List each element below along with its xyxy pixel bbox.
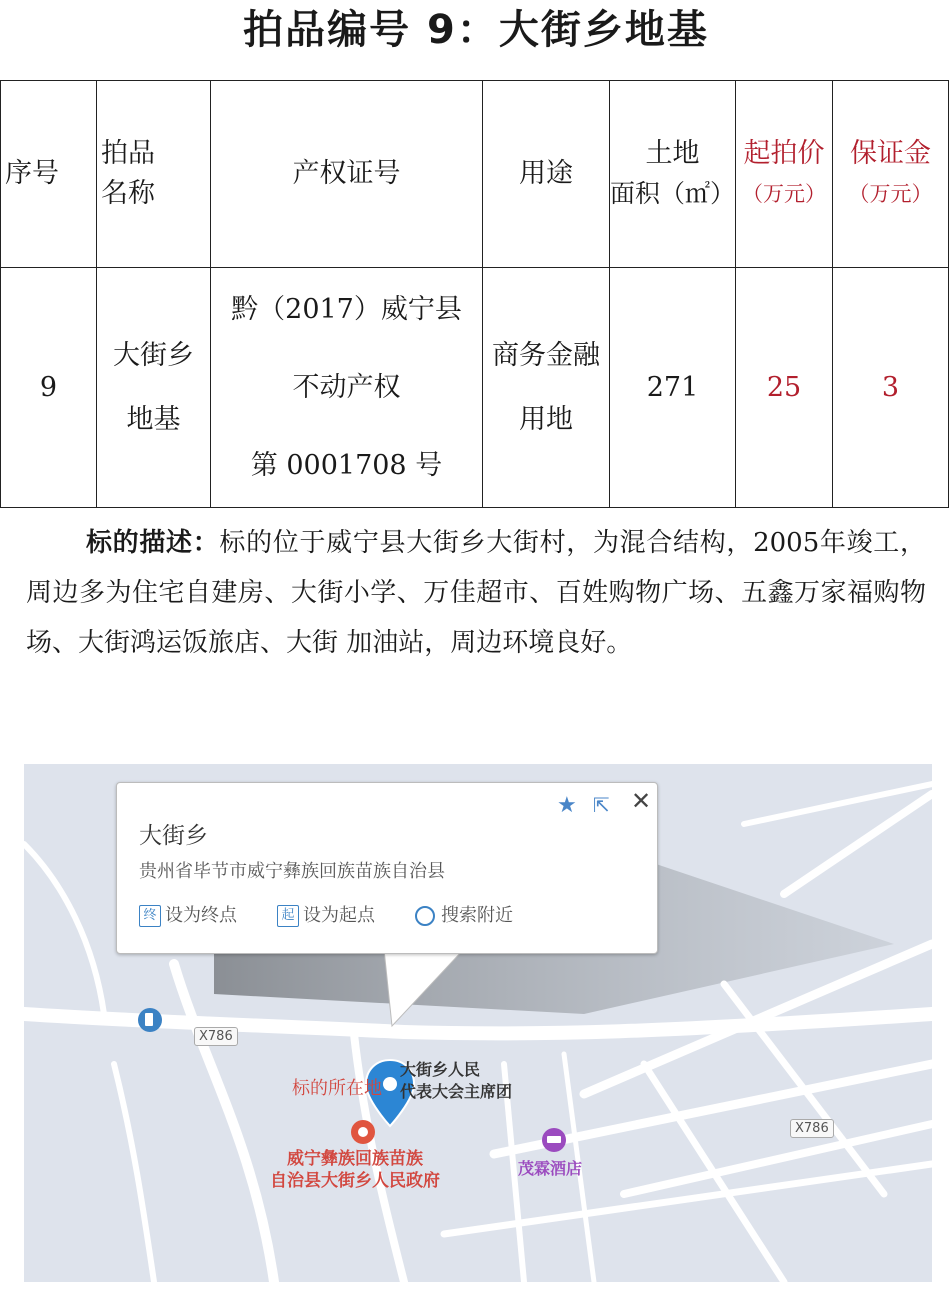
share-icon[interactable]: ⇱ [593,793,610,817]
table-row [1,268,949,508]
header-start-price: 起拍价 （万元） [736,81,833,268]
origin-icon: 起 [277,905,299,927]
poi-congress-label[interactable]: 大街乡人民 代表大会主席团 [400,1060,513,1101]
target-location-label: 标的所在地 [292,1078,382,1099]
cell-name: 大街乡 地基 [97,268,211,508]
destination-icon: 终 [139,905,161,927]
cell-start-price: 25 [736,268,833,508]
cell-use: 商务金融 用地 [483,268,610,508]
poi-government-label[interactable]: 威宁彝族回族苗族 自治县大街乡人民政府 [270,1149,440,1191]
set-destination-button[interactable]: 终 设为终点 [139,901,237,927]
cell-seq: 9 [1,268,97,508]
header-use: 用途 [483,81,610,268]
popup-address: 贵州省毕节市威宁彝族回族苗族自治县 [139,861,445,882]
star-icon[interactable]: ★ [557,793,577,818]
cell-deposit: 3 [833,268,949,508]
cell-cert: 黔（2017）威宁县 不动产权 第 0001708 号 [211,268,483,508]
header-area: 土地 面积（㎡） [610,81,736,268]
description-text: 标的位于威宁县大街乡大街村，为混合结构，2005年竣工，周边多为住宅自建房、大街小学、万佳超市、百姓购物广场、五鑫万家福购物场、大街鸿运饭旅店、大街 加油站，周边环境良好。 [26,528,926,658]
page-title: 拍品编号 9：大街乡地基 [243,7,709,53]
close-icon[interactable]: ✕ [631,787,652,815]
description-label: 标的描述： [86,528,220,558]
search-nearby-button[interactable]: 搜索附近 [415,901,513,927]
hotel-icon[interactable] [542,1128,566,1152]
government-icon[interactable] [351,1120,375,1144]
road-tag-x786-east: X786 [790,1119,834,1138]
popup-place-name: 大街乡 [139,823,208,849]
table-header-row [1,81,949,268]
road-tag-x786-west: X786 [194,1027,238,1046]
fuel-station-icon[interactable] [138,1008,162,1032]
description [26,518,926,668]
map-view[interactable] [24,764,932,1282]
place-popup [116,782,658,954]
poi-hotel-label[interactable]: 茂霖酒店 [518,1159,583,1178]
set-origin-button[interactable]: 起 设为起点 [277,901,375,927]
search-icon [415,906,435,926]
header-name: 拍品 名称 [97,81,211,268]
header-cert: 产权证号 [211,81,483,268]
header-deposit: 保证金 （万元） [833,81,949,268]
lot-table [0,80,949,508]
cell-area: 271 [610,268,736,508]
header-seq: 序号 [1,81,97,268]
